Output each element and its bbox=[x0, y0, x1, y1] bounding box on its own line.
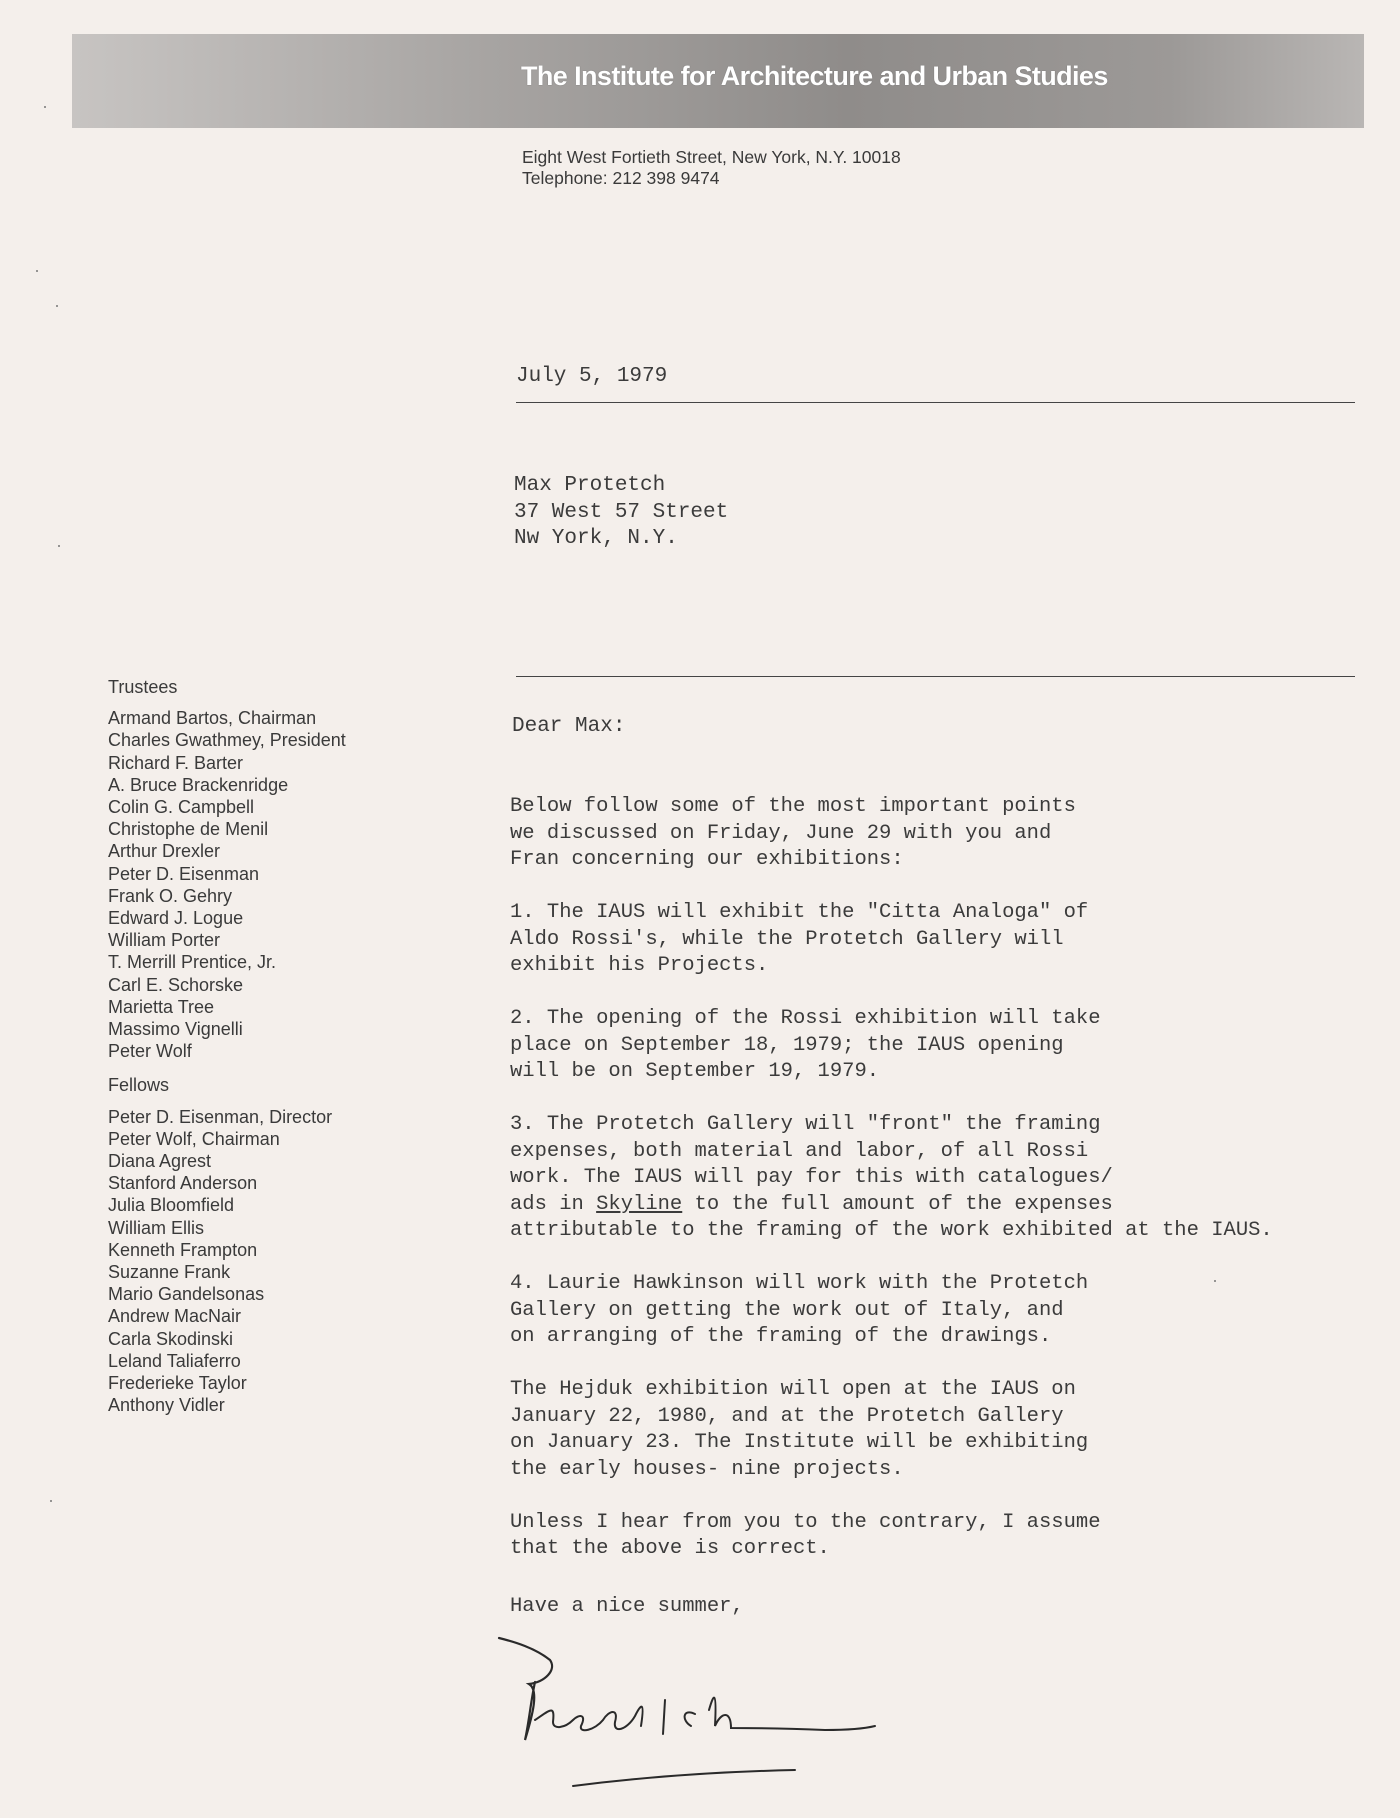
paper-speck bbox=[58, 545, 60, 547]
fellow-item: Leland Taliaferro bbox=[108, 1350, 241, 1371]
trustee-item: Charles Gwathmey, President bbox=[108, 730, 346, 751]
body-line: attributable to the framing of the work exhibited at the IAUS. bbox=[510, 1219, 1273, 1242]
body-line: The Hejduk exhibition will open at the IAUS on bbox=[510, 1378, 1076, 1401]
text-segment: to the full amount of the expenses bbox=[682, 1192, 1113, 1216]
body-line: work. The IAUS will pay for this with catalogues/ bbox=[510, 1166, 1113, 1189]
paragraph-point-4 bbox=[510, 1271, 1273, 1351]
paragraph-point-2 bbox=[510, 1006, 1273, 1086]
paper-speck bbox=[56, 305, 58, 307]
trustee-item: Richard F. Barter bbox=[108, 752, 244, 773]
address-line: Eight West Fortieth Street, New York, N.Y. 10018 bbox=[522, 147, 901, 167]
trustee-item: Peter Wolf bbox=[108, 1041, 192, 1062]
paper-speck bbox=[36, 270, 38, 272]
body-line: January 22, 1980, and at the Protetch Gallery bbox=[510, 1404, 1064, 1428]
trustees-heading: Trustees bbox=[108, 677, 178, 697]
trustee-item: Edward J. Logue bbox=[108, 908, 244, 929]
text-segment: ads in bbox=[510, 1192, 597, 1216]
body-line: 1. The IAUS will exhibit the "Citta Analoga" of bbox=[510, 901, 1089, 924]
trustees-list bbox=[108, 707, 346, 1062]
trustee-item: T. Merrill Prentice, Jr. bbox=[108, 952, 277, 973]
fellow-item: Mario Gandelsonas bbox=[108, 1284, 265, 1305]
body-line: we discussed on Friday, June 29 with you and bbox=[510, 821, 1052, 845]
trustee-item: Armand Bartos, Chairman bbox=[108, 708, 317, 729]
recipient-name: Max Protetch bbox=[514, 474, 666, 497]
handwritten-signature bbox=[495, 1630, 935, 1800]
fellows-heading: Fellows bbox=[108, 1075, 170, 1096]
fellow-item: Diana Agrest bbox=[108, 1151, 212, 1172]
body-line: Below follow some of the most important points bbox=[510, 795, 1076, 818]
body-line: 4. Laurie Hawkinson will work with the Protetch bbox=[510, 1272, 1089, 1295]
letter-date: July 5, 1979 bbox=[516, 365, 668, 388]
body-line-skyline bbox=[510, 1192, 1273, 1219]
body-line: that the above is correct. bbox=[510, 1537, 830, 1560]
body-line: will be on September 19, 1979. bbox=[510, 1060, 880, 1083]
fellow-item: Stanford Anderson bbox=[108, 1173, 258, 1194]
trustee-item: Carl E. Schorske bbox=[108, 974, 244, 995]
trustee-item: Frank O. Gehry bbox=[108, 885, 233, 906]
divider-line bbox=[516, 676, 1355, 677]
body-line: Fran concerning our exhibitions: bbox=[510, 848, 904, 871]
fellow-item: Carla Skodinski bbox=[108, 1328, 234, 1349]
paragraph-confirmation bbox=[510, 1510, 1273, 1563]
fellow-item: Anthony Vidler bbox=[108, 1395, 225, 1416]
sidebar-roster bbox=[108, 676, 346, 1429]
skyline-title: Skyline bbox=[596, 1192, 683, 1216]
body-line: 3. The Protetch Gallery will "front" the framing bbox=[510, 1113, 1101, 1136]
body-line: expenses, both material and labor, of all Rossi bbox=[510, 1139, 1089, 1163]
trustee-item: Christophe de Menil bbox=[108, 819, 269, 840]
body-line: on arranging of the framing of the drawings. bbox=[510, 1325, 1052, 1348]
telephone-line: Telephone: 212 398 9474 bbox=[522, 168, 720, 188]
fellow-item: Suzanne Frank bbox=[108, 1262, 231, 1283]
paper-speck bbox=[44, 106, 46, 108]
letter-body bbox=[510, 794, 1273, 1589]
trustee-item: A. Bruce Brackenridge bbox=[108, 774, 289, 795]
recipient-city: Nw York, N.Y. bbox=[514, 527, 678, 550]
fellow-item: Peter D. Eisenman, Director bbox=[108, 1106, 333, 1127]
recipient-street: 37 West 57 Street bbox=[514, 500, 729, 524]
body-line: the early houses- nine projects. bbox=[510, 1457, 904, 1481]
paper-speck bbox=[50, 1500, 52, 1502]
paper-speck bbox=[1214, 1280, 1216, 1282]
letterhead-title: The Institute for Architecture and Urban Studies bbox=[521, 61, 1108, 91]
fellow-item: Peter Wolf, Chairman bbox=[108, 1128, 280, 1149]
body-line: place on September 18, 1979; the IAUS opening bbox=[510, 1033, 1064, 1057]
trustee-item: Arthur Drexler bbox=[108, 841, 221, 862]
fellow-item: William Ellis bbox=[108, 1217, 204, 1238]
fellow-item: Frederieke Taylor bbox=[108, 1373, 247, 1394]
paragraph-hejduk bbox=[510, 1377, 1273, 1483]
body-line: Gallery on getting the work out of Italy, and bbox=[510, 1298, 1064, 1322]
body-line: Unless I hear from you to the contrary, I assume bbox=[510, 1510, 1101, 1534]
salutation: Dear Max: bbox=[512, 715, 626, 738]
paragraph-point-1 bbox=[510, 900, 1273, 980]
body-line: Aldo Rossi's, while the Protetch Gallery will bbox=[510, 927, 1064, 951]
trustee-item: Colin G. Campbell bbox=[108, 797, 255, 818]
fellow-item: Andrew MacNair bbox=[108, 1306, 242, 1327]
paragraph-point-3 bbox=[510, 1112, 1273, 1245]
body-line: exhibit his Projects. bbox=[510, 954, 769, 977]
body-line: 2. The opening of the Rossi exhibition will take bbox=[510, 1007, 1101, 1030]
trustee-item: William Porter bbox=[108, 930, 221, 951]
paragraph-intro bbox=[510, 794, 1273, 874]
letterhead-address bbox=[522, 147, 901, 189]
recipient-address bbox=[514, 473, 728, 553]
closing-line: Have a nice summer, bbox=[510, 1595, 744, 1618]
fellows-list bbox=[108, 1106, 346, 1417]
fellow-item: Kenneth Frampton bbox=[108, 1239, 258, 1260]
fellow-item: Julia Bloomfield bbox=[108, 1195, 235, 1216]
trustee-item: Marietta Tree bbox=[108, 996, 215, 1017]
body-line: on January 23. The Institute will be exhibiting bbox=[510, 1431, 1089, 1454]
trustee-item: Peter D. Eisenman bbox=[108, 863, 260, 884]
divider-line bbox=[516, 402, 1355, 403]
trustee-item: Massimo Vignelli bbox=[108, 1019, 243, 1040]
